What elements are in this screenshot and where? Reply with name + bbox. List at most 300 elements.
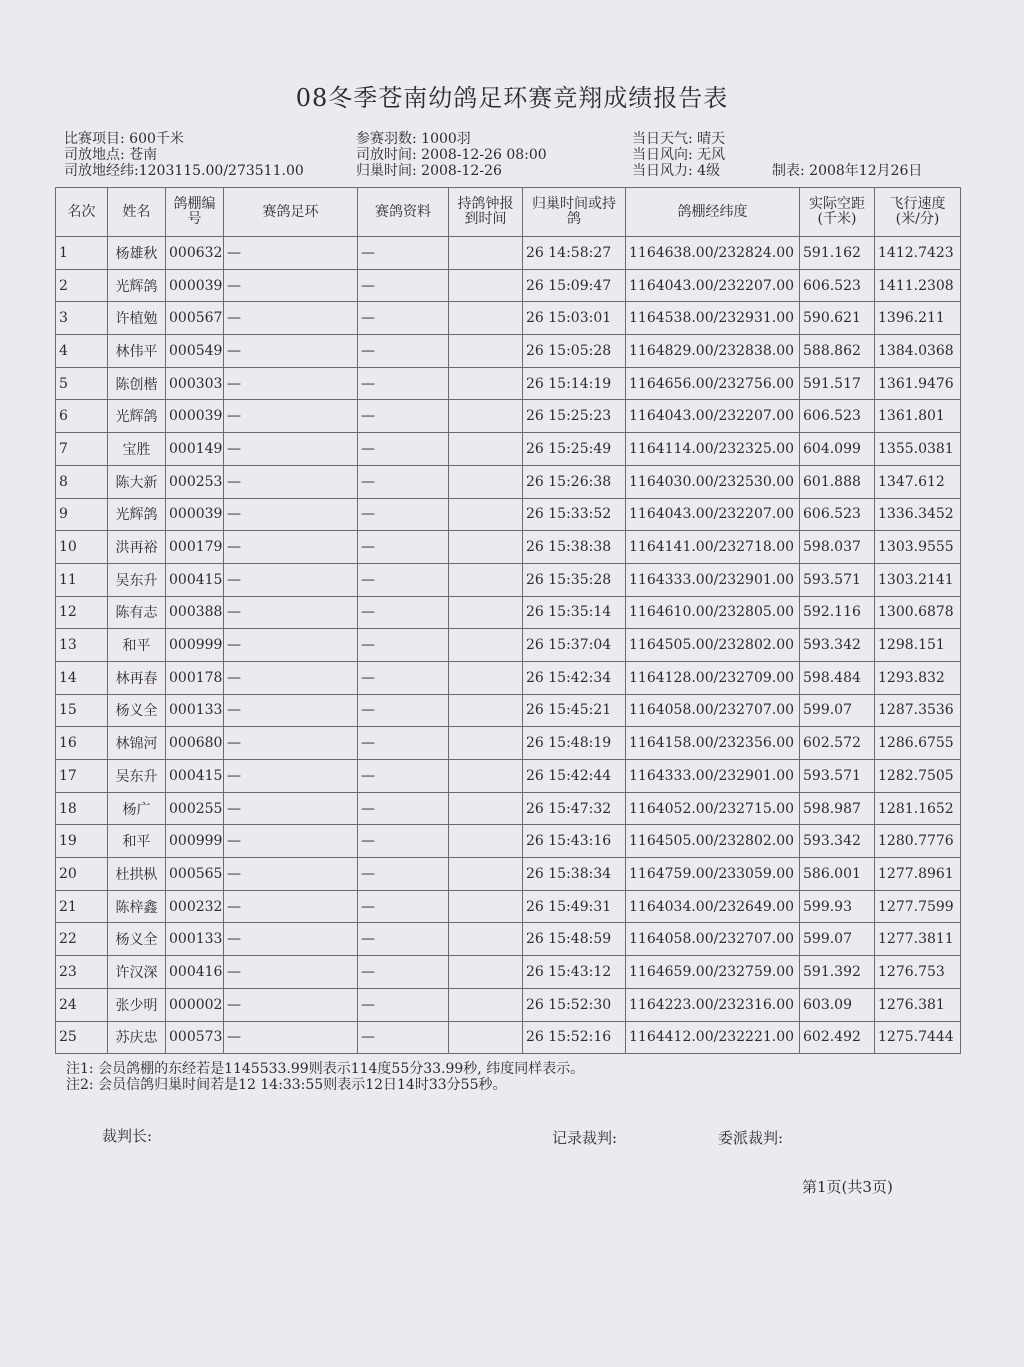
cell-info: — [358, 661, 449, 694]
cell-loft: 000255 [166, 792, 224, 825]
cell-name: 陈大新 [108, 465, 166, 498]
cell-distance: 602.492 [800, 1021, 875, 1054]
cell-clock [449, 465, 523, 498]
cell-speed: 1277.7599 [875, 890, 961, 923]
cell-loft: 000039 [166, 269, 224, 302]
cell-return-time: 26 15:26:38 [523, 465, 626, 498]
col-info: 赛鸽资料 [358, 188, 449, 237]
cell-rank: 10 [56, 531, 108, 564]
table-row [56, 367, 961, 400]
cell-distance: 586.001 [800, 858, 875, 891]
cell-ring: — [224, 400, 358, 433]
cell-info: — [358, 465, 449, 498]
cell-info: — [358, 858, 449, 891]
cell-ring: — [224, 237, 358, 270]
table-row [56, 596, 961, 629]
table-row [56, 563, 961, 596]
cell-name: 光辉鸽 [108, 269, 166, 302]
cell-clock [449, 335, 523, 368]
cell-clock [449, 400, 523, 433]
cell-info: — [358, 792, 449, 825]
cell-return-time: 26 15:49:31 [523, 890, 626, 923]
cell-coords: 1164058.00/232707.00 [626, 694, 800, 727]
meta-wind-direction: 当日风向: 无风 [632, 147, 726, 163]
cell-ring: — [224, 367, 358, 400]
cell-distance: 601.888 [800, 465, 875, 498]
cell-distance: 591.162 [800, 237, 875, 270]
table-row [56, 629, 961, 662]
cell-coords: 1164656.00/232756.00 [626, 367, 800, 400]
cell-return-time: 26 15:35:14 [523, 596, 626, 629]
cell-name: 许植勉 [108, 302, 166, 335]
cell-loft: 000549 [166, 335, 224, 368]
cell-name: 许汉深 [108, 956, 166, 989]
cell-info: — [358, 335, 449, 368]
cell-rank: 12 [56, 596, 108, 629]
table-row [56, 858, 961, 891]
cell-ring: — [224, 629, 358, 662]
cell-coords: 1164030.00/232530.00 [626, 465, 800, 498]
table-row [56, 531, 961, 564]
cell-speed: 1298.151 [875, 629, 961, 662]
cell-info: — [358, 727, 449, 760]
cell-info: — [358, 760, 449, 793]
cell-coords: 1164659.00/232759.00 [626, 956, 800, 989]
cell-return-time: 26 15:35:28 [523, 563, 626, 596]
cell-clock [449, 694, 523, 727]
cell-distance: 598.484 [800, 661, 875, 694]
cell-rank: 1 [56, 237, 108, 270]
cell-return-time: 26 15:43:12 [523, 956, 626, 989]
cell-rank: 18 [56, 792, 108, 825]
table-row [56, 890, 961, 923]
table-row [56, 792, 961, 825]
cell-rank: 15 [56, 694, 108, 727]
cell-clock [449, 498, 523, 531]
cell-speed: 1300.6878 [875, 596, 961, 629]
cell-speed: 1282.7505 [875, 760, 961, 793]
cell-loft: 000133 [166, 694, 224, 727]
cell-info: — [358, 923, 449, 956]
cell-rank: 11 [56, 563, 108, 596]
cell-loft: 000232 [166, 890, 224, 923]
cell-name: 杨义全 [108, 694, 166, 727]
cell-return-time: 26 15:09:47 [523, 269, 626, 302]
cell-speed: 1277.8961 [875, 858, 961, 891]
cell-loft: 000416 [166, 956, 224, 989]
cell-ring: — [224, 890, 358, 923]
cell-loft: 000149 [166, 433, 224, 466]
cell-info: — [358, 237, 449, 270]
cell-speed: 1336.3452 [875, 498, 961, 531]
cell-ring: — [224, 465, 358, 498]
cell-coords: 1164043.00/232207.00 [626, 400, 800, 433]
cell-coords: 1164158.00/232356.00 [626, 727, 800, 760]
cell-return-time: 26 15:05:28 [523, 335, 626, 368]
cell-distance: 588.862 [800, 335, 875, 368]
cell-rank: 14 [56, 661, 108, 694]
table-row [56, 727, 961, 760]
table-row [56, 825, 961, 858]
cell-return-time: 26 15:42:44 [523, 760, 626, 793]
cell-speed: 1281.1652 [875, 792, 961, 825]
cell-loft: 000039 [166, 400, 224, 433]
cell-loft: 000567 [166, 302, 224, 335]
table-row [56, 661, 961, 694]
col-ring: 赛鸽足环 [224, 188, 358, 237]
cell-rank: 23 [56, 956, 108, 989]
table-row [56, 760, 961, 793]
cell-coords: 1164759.00/233059.00 [626, 858, 800, 891]
cell-return-time: 26 15:25:23 [523, 400, 626, 433]
cell-loft: 000388 [166, 596, 224, 629]
cell-clock [449, 629, 523, 662]
cell-ring: — [224, 335, 358, 368]
meta-project: 比赛项目: 600千米 [64, 131, 184, 147]
cell-speed: 1361.801 [875, 400, 961, 433]
cell-coords: 1164505.00/232802.00 [626, 825, 800, 858]
cell-info: — [358, 988, 449, 1021]
cell-speed: 1287.3536 [875, 694, 961, 727]
cell-clock [449, 531, 523, 564]
cell-clock [449, 858, 523, 891]
cell-distance: 593.342 [800, 629, 875, 662]
table-row [56, 269, 961, 302]
cell-name: 陈创楷 [108, 367, 166, 400]
cell-coords: 1164034.00/232649.00 [626, 890, 800, 923]
cell-return-time: 26 15:52:16 [523, 1021, 626, 1054]
cell-loft: 000632 [166, 237, 224, 270]
cell-rank: 5 [56, 367, 108, 400]
cell-ring: — [224, 727, 358, 760]
cell-rank: 8 [56, 465, 108, 498]
cell-distance: 606.523 [800, 498, 875, 531]
table-row [56, 1021, 961, 1054]
meta-wind-force: 当日风力: 4级 [632, 163, 721, 179]
signature-recorder: 记录裁判: [552, 1129, 618, 1147]
cell-clock [449, 1021, 523, 1054]
cell-loft: 000178 [166, 661, 224, 694]
cell-name: 和平 [108, 825, 166, 858]
cell-rank: 25 [56, 1021, 108, 1054]
cell-speed: 1293.832 [875, 661, 961, 694]
cell-loft: 000680 [166, 727, 224, 760]
cell-info: — [358, 1021, 449, 1054]
cell-coords: 1164052.00/232715.00 [626, 792, 800, 825]
cell-rank: 6 [56, 400, 108, 433]
cell-return-time: 26 15:43:16 [523, 825, 626, 858]
cell-return-time: 26 15:03:01 [523, 302, 626, 335]
cell-ring: — [224, 433, 358, 466]
cell-clock [449, 956, 523, 989]
cell-clock [449, 825, 523, 858]
cell-ring: — [224, 1021, 358, 1054]
cell-loft: 000039 [166, 498, 224, 531]
cell-loft: 000133 [166, 923, 224, 956]
cell-name: 光辉鸽 [108, 400, 166, 433]
cell-loft: 000303 [166, 367, 224, 400]
cell-ring: — [224, 923, 358, 956]
col-loft: 鸽棚编号 [166, 188, 224, 237]
cell-distance: 592.116 [800, 596, 875, 629]
cell-name: 林锦河 [108, 727, 166, 760]
cell-rank: 22 [56, 923, 108, 956]
cell-ring: — [224, 563, 358, 596]
cell-return-time: 26 15:45:21 [523, 694, 626, 727]
cell-loft: 000253 [166, 465, 224, 498]
cell-clock [449, 237, 523, 270]
cell-return-time: 26 15:25:49 [523, 433, 626, 466]
cell-speed: 1412.7423 [875, 237, 961, 270]
cell-name: 苏庆忠 [108, 1021, 166, 1054]
cell-name: 林再春 [108, 661, 166, 694]
cell-loft: 000999 [166, 825, 224, 858]
cell-return-time: 26 14:58:27 [523, 237, 626, 270]
cell-ring: — [224, 988, 358, 1021]
cell-loft: 000179 [166, 531, 224, 564]
note-2: 注2: 会员信鸽归巢时间若是12 14:33:55则表示12日14时33分55秒。 [66, 1077, 507, 1093]
cell-rank: 16 [56, 727, 108, 760]
cell-info: — [358, 596, 449, 629]
cell-speed: 1280.7776 [875, 825, 961, 858]
cell-rank: 4 [56, 335, 108, 368]
cell-return-time: 26 15:47:32 [523, 792, 626, 825]
cell-speed: 1384.0368 [875, 335, 961, 368]
cell-ring: — [224, 858, 358, 891]
cell-info: — [358, 956, 449, 989]
table-row [56, 988, 961, 1021]
col-distance: 实际空距(千米) [800, 188, 875, 237]
cell-distance: 593.571 [800, 563, 875, 596]
cell-distance: 598.987 [800, 792, 875, 825]
meta-release-place: 司放地点: 苍南 [64, 147, 158, 163]
meta-release-time: 司放时间: 2008-12-26 08:00 [356, 147, 547, 163]
cell-speed: 1277.3811 [875, 923, 961, 956]
table-row [56, 237, 961, 270]
cell-name: 陈有志 [108, 596, 166, 629]
cell-info: — [358, 629, 449, 662]
cell-ring: — [224, 694, 358, 727]
cell-rank: 24 [56, 988, 108, 1021]
cell-name: 光辉鸽 [108, 498, 166, 531]
cell-loft: 000415 [166, 563, 224, 596]
col-clock: 持鸽钟报到时间 [449, 188, 523, 237]
cell-speed: 1411.2308 [875, 269, 961, 302]
cell-coords: 1164141.00/232718.00 [626, 531, 800, 564]
signature-chief-judge: 裁判长: [102, 1127, 153, 1145]
cell-distance: 591.392 [800, 956, 875, 989]
cell-loft: 000999 [166, 629, 224, 662]
cell-coords: 1164043.00/232207.00 [626, 269, 800, 302]
cell-name: 杜拱枞 [108, 858, 166, 891]
cell-return-time: 26 15:48:19 [523, 727, 626, 760]
cell-clock [449, 760, 523, 793]
cell-clock [449, 433, 523, 466]
cell-speed: 1396.211 [875, 302, 961, 335]
cell-rank: 7 [56, 433, 108, 466]
cell-ring: — [224, 531, 358, 564]
cell-speed: 1361.9476 [875, 367, 961, 400]
cell-clock [449, 661, 523, 694]
cell-speed: 1286.6755 [875, 727, 961, 760]
cell-distance: 606.523 [800, 269, 875, 302]
table-row [56, 694, 961, 727]
col-name: 姓名 [108, 188, 166, 237]
cell-clock [449, 367, 523, 400]
cell-distance: 598.037 [800, 531, 875, 564]
cell-info: — [358, 498, 449, 531]
cell-return-time: 26 15:37:04 [523, 629, 626, 662]
table-row [56, 433, 961, 466]
cell-rank: 17 [56, 760, 108, 793]
cell-ring: — [224, 498, 358, 531]
cell-name: 杨雄秋 [108, 237, 166, 270]
table-row [56, 956, 961, 989]
meta-weather: 当日天气: 晴天 [632, 131, 726, 147]
cell-clock [449, 302, 523, 335]
cell-distance: 606.523 [800, 400, 875, 433]
meta-made-date: 制表: 2008年12月26日 [772, 163, 923, 179]
cell-name: 杨广 [108, 792, 166, 825]
table-row [56, 335, 961, 368]
cell-return-time: 26 15:42:34 [523, 661, 626, 694]
cell-rank: 19 [56, 825, 108, 858]
cell-coords: 1164128.00/232709.00 [626, 661, 800, 694]
cell-info: — [358, 694, 449, 727]
cell-info: — [358, 269, 449, 302]
cell-coords: 1164610.00/232805.00 [626, 596, 800, 629]
cell-clock [449, 596, 523, 629]
cell-coords: 1164505.00/232802.00 [626, 629, 800, 662]
cell-distance: 590.621 [800, 302, 875, 335]
cell-ring: — [224, 792, 358, 825]
cell-return-time: 26 15:52:30 [523, 988, 626, 1021]
cell-name: 陈梓鑫 [108, 890, 166, 923]
col-rank: 名次 [56, 188, 108, 237]
cell-info: — [358, 367, 449, 400]
cell-distance: 599.07 [800, 694, 875, 727]
cell-clock [449, 890, 523, 923]
cell-speed: 1275.7444 [875, 1021, 961, 1054]
cell-speed: 1276.381 [875, 988, 961, 1021]
cell-rank: 3 [56, 302, 108, 335]
cell-speed: 1276.753 [875, 956, 961, 989]
cell-clock [449, 923, 523, 956]
cell-distance: 593.571 [800, 760, 875, 793]
cell-distance: 591.517 [800, 367, 875, 400]
cell-return-time: 26 15:14:19 [523, 367, 626, 400]
cell-rank: 21 [56, 890, 108, 923]
cell-name: 和平 [108, 629, 166, 662]
page-number: 第1页(共3页) [802, 1178, 893, 1196]
cell-coords: 1164333.00/232901.00 [626, 563, 800, 596]
cell-name: 张少明 [108, 988, 166, 1021]
cell-return-time: 26 15:33:52 [523, 498, 626, 531]
col-speed: 飞行速度(米/分) [875, 188, 961, 237]
cell-name: 洪再裕 [108, 531, 166, 564]
cell-name: 吴东升 [108, 563, 166, 596]
table-row [56, 498, 961, 531]
cell-coords: 1164114.00/232325.00 [626, 433, 800, 466]
cell-rank: 2 [56, 269, 108, 302]
signature-delegate: 委派裁判: [718, 1129, 784, 1147]
cell-return-time: 26 15:38:34 [523, 858, 626, 891]
meta-return-time: 归巢时间: 2008-12-26 [356, 163, 502, 179]
cell-return-time: 26 15:38:38 [523, 531, 626, 564]
cell-coords: 1164223.00/232316.00 [626, 988, 800, 1021]
cell-info: — [358, 302, 449, 335]
cell-name: 宝胜 [108, 433, 166, 466]
cell-coords: 1164638.00/232824.00 [626, 237, 800, 270]
cell-coords: 1164829.00/232838.00 [626, 335, 800, 368]
cell-coords: 1164043.00/232207.00 [626, 498, 800, 531]
cell-ring: — [224, 760, 358, 793]
cell-distance: 599.07 [800, 923, 875, 956]
cell-rank: 13 [56, 629, 108, 662]
cell-ring: — [224, 661, 358, 694]
cell-return-time: 26 15:48:59 [523, 923, 626, 956]
cell-speed: 1303.9555 [875, 531, 961, 564]
cell-name: 林伟平 [108, 335, 166, 368]
table-row [56, 923, 961, 956]
cell-coords: 1164333.00/232901.00 [626, 760, 800, 793]
cell-rank: 9 [56, 498, 108, 531]
col-coords: 鸽棚经纬度 [626, 188, 800, 237]
table-header-row [56, 188, 961, 237]
cell-distance: 603.09 [800, 988, 875, 1021]
cell-info: — [358, 531, 449, 564]
cell-distance: 599.93 [800, 890, 875, 923]
cell-clock [449, 563, 523, 596]
notes [66, 1061, 584, 1093]
cell-rank: 20 [56, 858, 108, 891]
cell-info: — [358, 400, 449, 433]
results-table [55, 187, 961, 1054]
cell-info: — [358, 563, 449, 596]
cell-speed: 1303.2141 [875, 563, 961, 596]
cell-loft: 000565 [166, 858, 224, 891]
cell-loft: 000002 [166, 988, 224, 1021]
cell-info: — [358, 433, 449, 466]
cell-ring: — [224, 596, 358, 629]
cell-ring: — [224, 825, 358, 858]
cell-info: — [358, 825, 449, 858]
cell-coords: 1164058.00/232707.00 [626, 923, 800, 956]
cell-clock [449, 792, 523, 825]
cell-ring: — [224, 302, 358, 335]
cell-name: 杨义全 [108, 923, 166, 956]
meta-release-coords: 司放地经纬:1203115.00/273511.00 [64, 163, 304, 179]
cell-clock [449, 727, 523, 760]
cell-clock [449, 269, 523, 302]
cell-name: 吴东升 [108, 760, 166, 793]
table-row [56, 400, 961, 433]
note-1: 注1: 会员鸽棚的东经若是1145533.99则表示114度55分33.99秒, 纬度同样表示。 [66, 1061, 585, 1077]
table-row [56, 302, 961, 335]
col-return-time: 归巢时间或持鸽 [523, 188, 626, 237]
cell-coords: 1164412.00/232221.00 [626, 1021, 800, 1054]
cell-loft: 000415 [166, 760, 224, 793]
cell-info: — [358, 890, 449, 923]
cell-distance: 593.342 [800, 825, 875, 858]
cell-loft: 000573 [166, 1021, 224, 1054]
cell-distance: 602.572 [800, 727, 875, 760]
cell-speed: 1347.612 [875, 465, 961, 498]
cell-clock [449, 988, 523, 1021]
cell-coords: 1164538.00/232931.00 [626, 302, 800, 335]
cell-ring: — [224, 269, 358, 302]
cell-ring: — [224, 956, 358, 989]
